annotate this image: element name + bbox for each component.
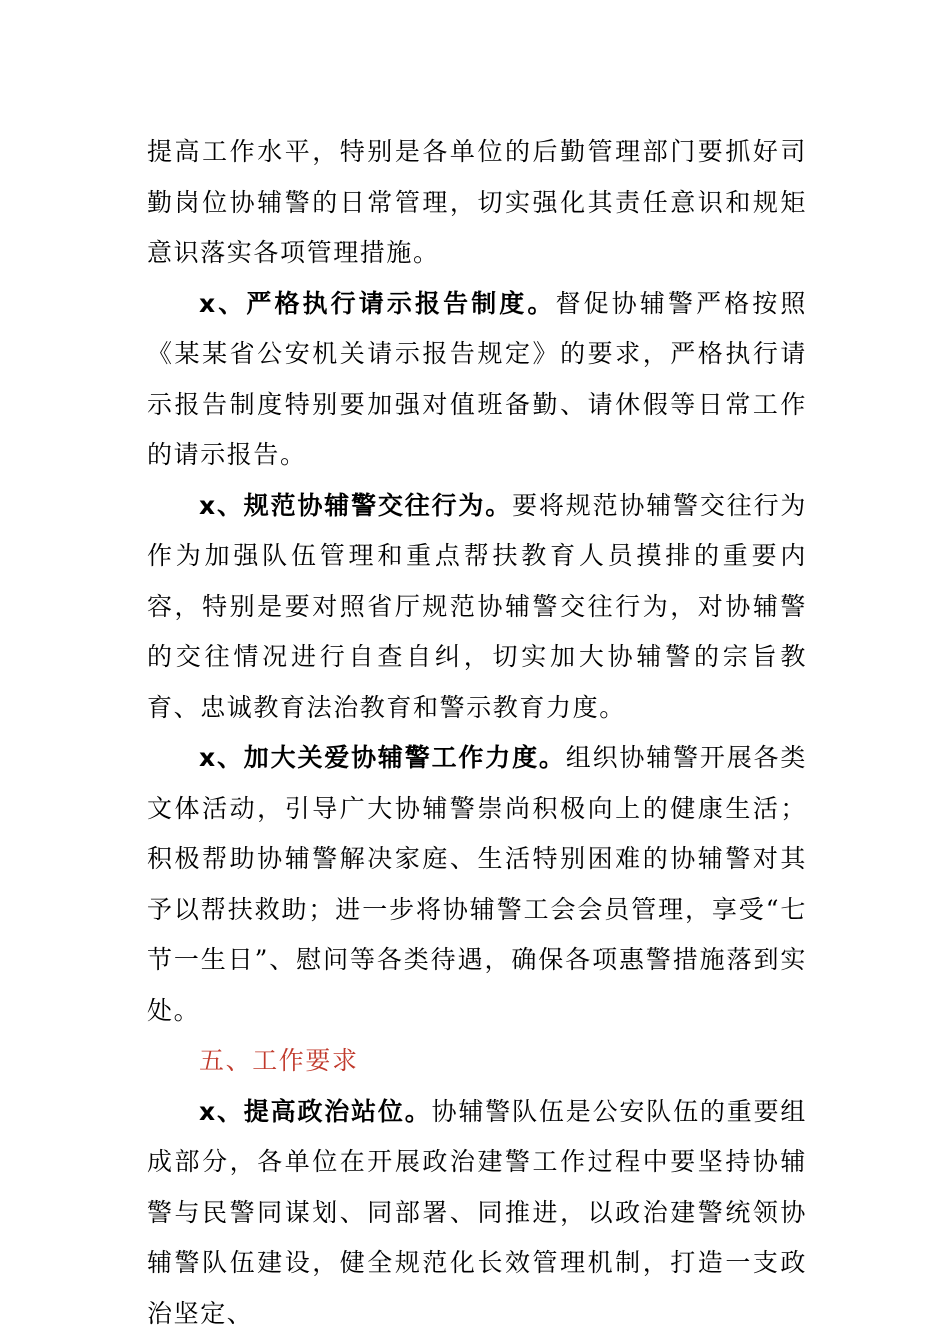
paragraph-report-system	[147, 279, 807, 481]
section-heading: 五、工作要求	[199, 1046, 359, 1075]
paragraph-conduct	[147, 481, 807, 734]
paragraph-body: 提高工作水平，特别是各单位的后勤管理部门要抓好司勤岗位协辅警的日常管理，切实强化其责任意识和规矩意识落实各项管理措施。	[147, 137, 807, 267]
paragraph-care	[147, 733, 807, 1036]
paragraph-lead: x、规范协辅警交往行为。	[199, 490, 513, 520]
paragraph-lead: x、加大关爱协辅警工作力度。	[199, 743, 566, 772]
paragraph-political	[147, 1087, 807, 1340]
document-body	[147, 127, 807, 1339]
paragraph-body: 要将规范协辅警交往行为作为加强队伍管理和重点帮扶教育人员摸排的重要内容，特别是要对照省厅规范协辅警交往行为，对协辅警的交往情况进行自查自纠，切实加大协辅警的宗旨教育、忠诚教育法治教育和警示教育力度。	[147, 490, 807, 722]
paragraph-lead: x、提高政治站位。	[199, 1096, 432, 1126]
paragraph-body: 组织协辅警开展各类文体活动，引导广大协辅警崇尚积极向上的健康生活；积极帮助协辅警解决家庭、生活特别困难的协辅警对其予以帮扶救助；进一步将协辅警工会会员管理，享受“七节一生日”、慰问等各类待遇，确保各项惠警措施落到实处。	[147, 743, 807, 1025]
paragraph-body: 督促协辅警严格按照《某某省公安机关请示报告规定》的要求，严格执行请示报告制度特别要加强对值班备勤、请休假等日常工作的请示报告。	[147, 288, 807, 469]
paragraph-lead: x、严格执行请示报告制度。	[199, 288, 556, 318]
paragraph-body: 协辅警队伍是公安队伍的重要组成部分，各单位在开展政治建警工作过程中要坚持协辅警与民警同谋划、同部署、同推进，以政治建警统领协辅警队伍建设，健全规范化长效管理机制，打造一支政治坚定、	[147, 1096, 808, 1328]
paragraph-continued	[147, 127, 807, 279]
